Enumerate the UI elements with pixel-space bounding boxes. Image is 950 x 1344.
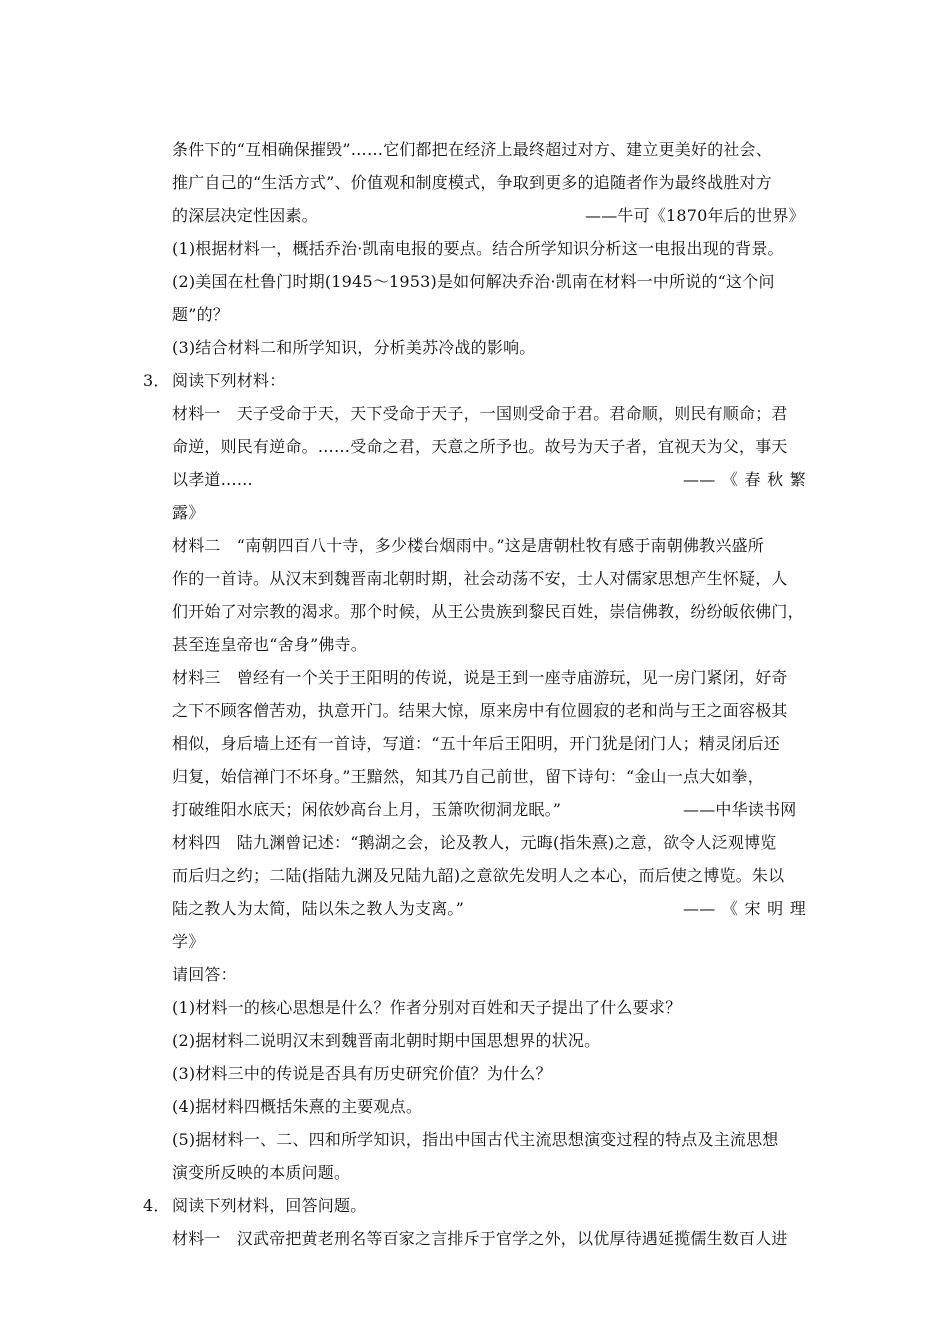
q3-material-3-source: ——中华读书网 — [683, 800, 797, 819]
q3-subquestion-2: (2)据材料二说明汉末到魏晋南北朝时期中国思想界的状况。 — [172, 1031, 601, 1050]
q3-material-2-line: 作的一首诗。从汉末到魏晋南北朝时期，社会动荡不安，士人对儒家思想产生怀疑，人 — [172, 569, 788, 588]
q3-subquestion-4: (4)据材料四概括朱熹的主要观点。 — [172, 1097, 423, 1116]
q4-material-1-line: 材料一 汉武帝把黄老刑名等百家之言排斥于官学之外，以优厚待遇延揽儒生数百人进 — [172, 1229, 788, 1248]
q3-material-4-line: 而后归之约；二陆(指陆九渊及兄陆九韶)之意欲先发明人之本心，而后使之博览。朱以 — [172, 866, 785, 885]
q3-material-1-line: 命逆，则民有逆命。……受命之君，天意之所予也。故号为天子者，宜视天为父，事天 — [172, 437, 788, 456]
question-3-title: 阅读下列材料： — [172, 371, 286, 390]
q2-material-line: 的深层决定性因素。 — [172, 206, 318, 225]
q3-material-1-source: —— 《 春 秋 繁 — [683, 470, 806, 489]
q2-subquestion-1: (1)根据材料一，概括乔治·凯南电报的要点。结合所学知识分析这一电报出现的背景。 — [172, 239, 784, 258]
q3-subquestion-5-cont: 演变所反映的本质问题。 — [172, 1163, 351, 1182]
question-3-number: 3． — [143, 371, 170, 390]
q3-material-4-source: —— 《 宋 明 理 — [683, 899, 806, 918]
q2-material-line: 推广自己的“生活方式”、价值观和制度模式，争取到更多的追随者作为最终战胜对方 — [172, 173, 772, 192]
question-4-number: 4． — [143, 1196, 170, 1215]
q3-material-1-line: 以孝道…… — [172, 470, 254, 489]
q3-subquestion-5: (5)据材料一、二、四和所学知识，指出中国古代主流思想演变过程的特点及主流思想 — [172, 1130, 779, 1149]
q3-material-1-line: 材料一 天子受命于天，天下受命于天子，一国则受命于君。君命顺，则民有顺命；君 — [172, 404, 788, 423]
q3-material-3-line: 打破维阳水底天；闲依妙高台上月，玉箫吹彻洞龙眠。” — [172, 800, 562, 819]
q3-material-2-line: 材料二 “南朝四百八十寺，多少楼台烟雨中。”这是唐朝杜牧有感于南朝佛教兴盛所 — [172, 536, 764, 555]
q3-material-2-line: 们开始了对宗教的渴求。那个时候，从王公贵族到黎民百姓，崇信佛教，纷纷皈依佛门， — [172, 602, 804, 621]
q3-material-4-source-tail: 学》 — [172, 932, 205, 951]
q3-ask: 请回答： — [172, 965, 237, 984]
q2-source: ——牛可《1870年后的世界》 — [585, 206, 805, 225]
q3-material-2-line: 甚至连皇帝也“舍身”佛寺。 — [172, 635, 367, 654]
q3-material-3-line: 归复，始信禅门不坏身。”王黯然，知其乃自己前世，留下诗句：“金山一点大如拳， — [172, 767, 764, 786]
q2-material-line: 条件下的“互相确保摧毁”……它们都把在经济上最终超过对方、建立更美好的社会、 — [172, 140, 772, 159]
q2-subquestion-3: (3)结合材料二和所学知识，分析美苏冷战的影响。 — [172, 338, 536, 357]
q3-subquestion-1: (1)材料一的核心思想是什么？作者分别对百姓和天子提出了什么要求？ — [172, 998, 682, 1017]
question-4-title: 阅读下列材料，回答问题。 — [172, 1196, 367, 1215]
q3-subquestion-3: (3)材料三中的传说是否具有历史研究价值？为什么？ — [172, 1064, 552, 1083]
q2-subquestion-2: (2)美国在杜鲁门时期(1945～1953)是如何解决乔治·凯南在材料一中所说的“这个问 — [172, 272, 775, 291]
q3-material-4-line: 材料四 陆九渊曾记述：“鹅湖之会，论及教人，元晦(指朱熹)之意，欲令人泛观博览 — [172, 833, 777, 852]
q3-material-3-line: 材料三 曾经有一个关于王阳明的传说，说是王到一座寺庙游玩，见一房门紧闭，好奇 — [172, 668, 788, 687]
q3-material-4-line: 陆之教人为太简，陆以朱之教人为支离。” — [172, 899, 464, 918]
q2-subquestion-2-cont: 题”的？ — [172, 305, 229, 324]
q3-material-3-line: 相似，身后墙上还有一首诗，写道：“五十年后王阳明，开门犹是闭门人；精灵闭后还 — [172, 734, 780, 753]
q3-material-1-source-tail: 露》 — [172, 503, 205, 522]
q3-material-3-line: 之下不顾客僧苦劝，执意开门。结果大惊，原来房中有位圆寂的老和尚与王之面容极其 — [172, 701, 788, 720]
